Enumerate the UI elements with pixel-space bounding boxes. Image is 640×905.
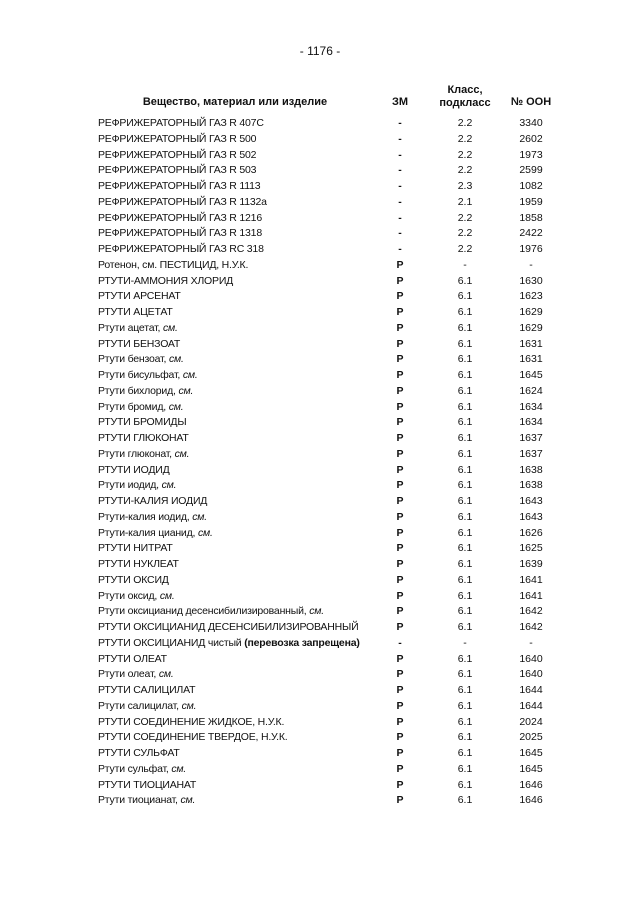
un-number-cell: 1641 bbox=[519, 589, 543, 602]
un-number-cell: 1642 bbox=[519, 621, 543, 633]
substance-name bbox=[98, 762, 388, 778]
class-cell: 6.1 bbox=[457, 463, 473, 476]
zm-cell: P bbox=[396, 384, 404, 397]
zm-cell: P bbox=[396, 605, 404, 618]
class-cell: 2.2 bbox=[457, 164, 473, 177]
substance-name-text: Ртути бромид, bbox=[98, 400, 169, 413]
zm-cell: P bbox=[396, 731, 404, 744]
substance-name bbox=[98, 793, 388, 809]
un-number-cell: 2422 bbox=[519, 227, 543, 240]
header-class-line2: подкласс bbox=[439, 97, 491, 109]
substance-name-text: Ртути бензоат, bbox=[98, 353, 169, 366]
class-cell: 2.1 bbox=[457, 195, 473, 208]
table-row bbox=[0, 730, 640, 746]
un-number-cell: 1637 bbox=[519, 447, 543, 460]
table-row bbox=[0, 510, 640, 526]
un-number-cell: 3340 bbox=[519, 117, 543, 129]
class-cell: 2.2 bbox=[457, 148, 473, 161]
class-cell: 6.1 bbox=[457, 526, 473, 539]
substance-name bbox=[98, 211, 388, 227]
substance-name-note: см. bbox=[171, 762, 187, 775]
substance-name bbox=[98, 415, 388, 431]
substance-name-text: РТУТИ ОКСИЦИАНИД чистый bbox=[98, 636, 245, 649]
class-cell: 6.1 bbox=[457, 778, 473, 791]
substance-name-note: см. bbox=[168, 400, 184, 413]
class-cell: 6.1 bbox=[457, 699, 473, 712]
zm-cell: P bbox=[396, 558, 404, 570]
class-cell: 6.1 bbox=[457, 652, 473, 665]
substance-name bbox=[98, 289, 388, 305]
substance-name-text: РЕФРИЖЕРАТОРНЫЙ ГАЗ R 1318 bbox=[98, 227, 262, 240]
substance-name bbox=[98, 148, 388, 164]
un-number-cell: 1640 bbox=[519, 668, 543, 681]
substance-table bbox=[0, 116, 640, 809]
substance-name-text: Ртути олеат, bbox=[98, 668, 159, 681]
class-cell: 6.1 bbox=[457, 762, 473, 775]
substance-name-text: РТУТИ БЕНЗОАТ bbox=[98, 337, 181, 350]
substance-name-text: РТУТИ БРОМИДЫ bbox=[98, 416, 187, 429]
substance-name-note: см. bbox=[159, 589, 175, 602]
table-row bbox=[0, 557, 640, 573]
substance-name-text: Ротенон, см. ПЕСТИЦИД, Н.У.К. bbox=[98, 258, 249, 271]
table-row bbox=[0, 384, 640, 400]
class-cell: 6.1 bbox=[457, 589, 473, 602]
substance-name-text: Ртути бихлорид, bbox=[98, 384, 179, 397]
class-cell: 2.2 bbox=[457, 211, 473, 224]
substance-name bbox=[98, 683, 388, 699]
class-cell: 6.1 bbox=[457, 353, 473, 366]
substance-name-text: Ртути оксицианид десенсибилизированный, bbox=[98, 605, 310, 618]
substance-name bbox=[98, 478, 388, 494]
un-number-cell: 1645 bbox=[519, 762, 543, 775]
substance-name bbox=[98, 116, 388, 132]
substance-name-text: РТУТИ ОКСИЦИАНИД ДЕСЕНСИБИЛИЗИРОВАННЫЙ bbox=[98, 621, 359, 633]
zm-cell: - bbox=[398, 117, 402, 129]
substance-name-note: см. bbox=[182, 369, 198, 381]
substance-name bbox=[98, 589, 388, 605]
substance-name-text: Ртути бисульфат, bbox=[98, 369, 183, 381]
un-number-cell: 1640 bbox=[519, 652, 543, 665]
class-cell: 6.1 bbox=[457, 337, 473, 350]
class-cell: 2.2 bbox=[457, 132, 473, 145]
substance-name bbox=[98, 699, 388, 715]
substance-name-text: РТУТИ ГЛЮКОНАТ bbox=[98, 432, 189, 444]
substance-name bbox=[98, 447, 388, 463]
table-row bbox=[0, 667, 640, 683]
un-number-cell: 1629 bbox=[519, 321, 543, 334]
substance-name-text: Ртути сульфат, bbox=[98, 762, 172, 775]
class-cell: 6.1 bbox=[457, 731, 473, 744]
header-zm: ЗМ bbox=[391, 96, 409, 108]
substance-name-text: РТУТИ СОЕДИНЕНИЕ ЖИДКОЕ, Н.У.К. bbox=[98, 715, 285, 728]
un-number-cell: 1973 bbox=[519, 148, 543, 161]
table-row bbox=[0, 132, 640, 148]
class-cell: - bbox=[463, 636, 467, 649]
un-number-cell: 1976 bbox=[519, 243, 543, 255]
substance-name-text: РЕФРИЖЕРАТОРНЫЙ ГАЗ R 503 bbox=[98, 164, 257, 177]
class-cell: 2.2 bbox=[457, 243, 473, 255]
table-row bbox=[0, 337, 640, 353]
un-number-cell: 1858 bbox=[519, 211, 543, 224]
substance-name-text: РЕФРИЖЕРАТОРНЫЙ ГАЗ R 1113 bbox=[98, 180, 261, 192]
zm-cell: - bbox=[398, 132, 402, 145]
un-number-cell: 1959 bbox=[519, 195, 543, 208]
substance-name-text: РЕФРИЖЕРАТОРНЫЙ ГАЗ R 407C bbox=[98, 117, 264, 129]
class-cell: 6.1 bbox=[457, 369, 473, 381]
substance-name bbox=[98, 541, 388, 557]
zm-cell: P bbox=[396, 258, 404, 271]
table-row bbox=[0, 163, 640, 179]
substance-name bbox=[98, 400, 388, 416]
substance-name bbox=[98, 730, 388, 746]
table-row bbox=[0, 573, 640, 589]
un-number-cell: 1629 bbox=[519, 306, 543, 318]
zm-cell: P bbox=[396, 778, 404, 791]
class-cell: 6.1 bbox=[457, 495, 473, 507]
table-row bbox=[0, 258, 640, 274]
class-cell: 6.1 bbox=[457, 432, 473, 444]
table-row bbox=[0, 148, 640, 164]
un-number-cell: - bbox=[529, 258, 533, 271]
zm-cell: P bbox=[396, 416, 404, 429]
substance-name-text: РТУТИ ТИОЦИАНАТ bbox=[98, 778, 197, 791]
class-cell: 6.1 bbox=[457, 290, 473, 303]
table-row bbox=[0, 415, 640, 431]
substance-name bbox=[98, 463, 388, 479]
class-cell: 6.1 bbox=[457, 747, 473, 759]
un-number-cell: 1639 bbox=[519, 558, 543, 570]
un-number-cell: 1630 bbox=[519, 274, 543, 287]
substance-name-text: Ртути-калия цианид, bbox=[98, 526, 198, 539]
substance-name-text: Ртути глюконат, bbox=[98, 447, 175, 460]
page-number: - 1176 - bbox=[299, 44, 341, 58]
substance-name bbox=[98, 667, 388, 683]
table-row bbox=[0, 652, 640, 668]
substance-name-text: РТУТИ ОКСИД bbox=[98, 573, 169, 586]
un-number-cell: 1631 bbox=[519, 353, 543, 366]
un-number-cell: 1623 bbox=[519, 290, 543, 303]
substance-name bbox=[98, 321, 388, 337]
zm-cell: P bbox=[396, 668, 404, 681]
substance-name-text: Ртути салицилат, bbox=[98, 699, 182, 712]
un-number-cell: 1641 bbox=[519, 573, 543, 586]
substance-name-text: РТУТИ НУКЛЕАТ bbox=[98, 558, 179, 570]
substance-name bbox=[98, 778, 388, 794]
zm-cell: P bbox=[396, 684, 404, 696]
un-number-cell: 1643 bbox=[519, 495, 543, 507]
class-cell: - bbox=[463, 258, 467, 271]
un-number-cell: - bbox=[529, 636, 533, 649]
un-number-cell: 1634 bbox=[519, 400, 543, 413]
substance-name bbox=[98, 337, 388, 353]
substance-name bbox=[98, 604, 388, 620]
substance-name-note: см. bbox=[168, 353, 184, 366]
substance-name bbox=[98, 305, 388, 321]
substance-name bbox=[98, 195, 388, 211]
un-number-cell: 1644 bbox=[519, 699, 543, 712]
un-number-cell: 1638 bbox=[519, 479, 543, 492]
class-cell: 6.1 bbox=[457, 573, 473, 586]
substance-name bbox=[98, 431, 388, 447]
zm-cell: P bbox=[396, 353, 404, 366]
zm-cell: P bbox=[396, 479, 404, 492]
class-cell: 6.1 bbox=[457, 794, 473, 807]
substance-name-text: РЕФРИЖЕРАТОРНЫЙ ГАЗ R 1132a bbox=[98, 195, 267, 208]
table-row bbox=[0, 400, 640, 416]
substance-name bbox=[98, 163, 388, 179]
table-row bbox=[0, 620, 640, 636]
un-number-cell: 1637 bbox=[519, 432, 543, 444]
zm-cell: P bbox=[396, 290, 404, 303]
table-row bbox=[0, 793, 640, 809]
class-cell: 6.1 bbox=[457, 605, 473, 618]
substance-name bbox=[98, 179, 388, 195]
un-number-cell: 1631 bbox=[519, 337, 543, 350]
substance-name-note: см. bbox=[161, 479, 177, 492]
zm-cell: P bbox=[396, 526, 404, 539]
substance-name-text: Ртути оксид, bbox=[98, 589, 160, 602]
substance-name-text: РЕФРИЖЕРАТОРНЫЙ ГАЗ RC 318 bbox=[98, 243, 264, 255]
substance-name bbox=[98, 636, 388, 652]
un-number-cell: 1638 bbox=[519, 463, 543, 476]
class-cell: 2.2 bbox=[457, 117, 473, 129]
substance-name-text: РЕФРИЖЕРАТОРНЫЙ ГАЗ R 502 bbox=[98, 148, 257, 161]
class-cell: 6.1 bbox=[457, 400, 473, 413]
un-number-cell: 1625 bbox=[519, 542, 543, 555]
table-row bbox=[0, 762, 640, 778]
substance-name bbox=[98, 526, 388, 542]
un-number-cell: 2602 bbox=[519, 132, 543, 145]
substance-name-note: см. bbox=[180, 794, 196, 807]
substance-name bbox=[98, 510, 388, 526]
un-number-cell: 1645 bbox=[519, 747, 543, 759]
substance-name-note: см. bbox=[181, 699, 197, 712]
substance-name-note: см. bbox=[174, 447, 190, 460]
zm-cell: P bbox=[396, 762, 404, 775]
table-row bbox=[0, 589, 640, 605]
table-row bbox=[0, 321, 640, 337]
zm-cell: P bbox=[396, 621, 404, 633]
class-cell: 6.1 bbox=[457, 274, 473, 287]
table-row bbox=[0, 447, 640, 463]
un-number-cell: 1646 bbox=[519, 794, 543, 807]
zm-cell: P bbox=[396, 495, 404, 507]
zm-cell: - bbox=[398, 180, 402, 192]
zm-cell: P bbox=[396, 715, 404, 728]
table-row bbox=[0, 463, 640, 479]
substance-name bbox=[98, 132, 388, 148]
zm-cell: P bbox=[396, 699, 404, 712]
table-row bbox=[0, 368, 640, 384]
substance-name-note: см. bbox=[197, 526, 213, 539]
substance-name-text: РТУТИ-КАЛИЯ ИОДИД bbox=[98, 495, 208, 507]
class-cell: 6.1 bbox=[457, 510, 473, 523]
substance-name bbox=[98, 226, 388, 242]
class-cell: 6.1 bbox=[457, 558, 473, 570]
table-row bbox=[0, 431, 640, 447]
class-cell: 2.3 bbox=[457, 180, 473, 192]
substance-name-text: Ртути ацетат, bbox=[98, 321, 163, 334]
un-number-cell: 1645 bbox=[519, 369, 543, 381]
substance-name bbox=[98, 368, 388, 384]
zm-cell: P bbox=[396, 794, 404, 807]
zm-cell: P bbox=[396, 652, 404, 665]
substance-name-text: РТУТИ ОЛЕАТ bbox=[98, 652, 167, 665]
table-row bbox=[0, 226, 640, 242]
header-un-number: № ООН bbox=[510, 96, 552, 108]
substance-name bbox=[98, 573, 388, 589]
un-number-cell: 1082 bbox=[519, 180, 543, 192]
class-cell: 6.1 bbox=[457, 416, 473, 429]
class-cell: 2.2 bbox=[457, 227, 473, 240]
un-number-cell: 1626 bbox=[519, 526, 543, 539]
zm-cell: P bbox=[396, 589, 404, 602]
zm-cell: - bbox=[398, 636, 402, 649]
un-number-cell: 1644 bbox=[519, 684, 543, 696]
un-number-cell: 1634 bbox=[519, 416, 543, 429]
zm-cell: P bbox=[396, 542, 404, 555]
substance-name-text: РТУТИ СУЛЬФАТ bbox=[98, 747, 180, 759]
table-row bbox=[0, 494, 640, 510]
substance-name bbox=[98, 715, 388, 731]
header-substance: Вещество, материал или изделие bbox=[142, 96, 328, 108]
class-cell: 6.1 bbox=[457, 621, 473, 633]
un-number-cell: 2024 bbox=[519, 715, 543, 728]
substance-name-text: РЕФРИЖЕРАТОРНЫЙ ГАЗ R 1216 bbox=[98, 211, 262, 224]
substance-name-note: см. bbox=[192, 510, 208, 523]
table-row bbox=[0, 179, 640, 195]
substance-name bbox=[98, 242, 388, 258]
table-row bbox=[0, 699, 640, 715]
table-row bbox=[0, 289, 640, 305]
substance-name-text: РТУТИ СОЕДИНЕНИЕ ТВЕРДОЕ, Н.У.К. bbox=[98, 731, 288, 744]
zm-cell: P bbox=[396, 400, 404, 413]
table-row bbox=[0, 352, 640, 368]
table-row bbox=[0, 746, 640, 762]
zm-cell: P bbox=[396, 510, 404, 523]
substance-name bbox=[98, 557, 388, 573]
substance-name bbox=[98, 274, 388, 290]
zm-cell: - bbox=[398, 164, 402, 177]
substance-name-text: Ртути тиоцианат, bbox=[98, 794, 181, 807]
substance-name-note: см. bbox=[309, 605, 324, 618]
substance-name bbox=[98, 746, 388, 762]
un-number-cell: 1624 bbox=[519, 384, 543, 397]
table-row bbox=[0, 604, 640, 620]
zm-cell: P bbox=[396, 337, 404, 350]
class-cell: 6.1 bbox=[457, 668, 473, 681]
zm-cell: - bbox=[398, 243, 402, 255]
table-row bbox=[0, 305, 640, 321]
zm-cell: P bbox=[396, 274, 404, 287]
zm-cell: - bbox=[398, 227, 402, 240]
class-cell: 6.1 bbox=[457, 542, 473, 555]
table-row bbox=[0, 715, 640, 731]
un-number-cell: 2025 bbox=[519, 731, 543, 744]
table-row bbox=[0, 211, 640, 227]
substance-name bbox=[98, 620, 388, 636]
substance-name-text: Ртути иодид, bbox=[98, 479, 162, 492]
substance-name-text: РТУТИ АЦЕТАТ bbox=[98, 306, 173, 318]
substance-name-text: РТУТИ АРСЕНАТ bbox=[98, 290, 181, 303]
header-class-line1: Класс, bbox=[447, 84, 483, 96]
zm-cell: P bbox=[396, 321, 404, 334]
substance-name-note: см. bbox=[178, 384, 194, 397]
zm-cell: P bbox=[396, 747, 404, 759]
zm-cell: P bbox=[396, 573, 404, 586]
substance-name-text: РТУТИ НИТРАТ bbox=[98, 542, 173, 555]
table-row bbox=[0, 274, 640, 290]
substance-name-text: Ртути-калия иодид, bbox=[98, 510, 193, 523]
class-cell: 6.1 bbox=[457, 306, 473, 318]
table-row bbox=[0, 526, 640, 542]
zm-cell: - bbox=[398, 211, 402, 224]
table-row bbox=[0, 778, 640, 794]
table-row bbox=[0, 541, 640, 557]
header-class bbox=[430, 84, 500, 110]
un-number-cell: 2599 bbox=[519, 164, 543, 177]
zm-cell: P bbox=[396, 369, 404, 381]
substance-name bbox=[98, 384, 388, 400]
un-number-cell: 1646 bbox=[519, 778, 543, 791]
zm-cell: P bbox=[396, 447, 404, 460]
table-row bbox=[0, 242, 640, 258]
substance-name-text: РТУТИ-АММОНИЯ ХЛОРИД bbox=[98, 274, 234, 287]
un-number-cell: 1642 bbox=[519, 605, 543, 618]
substance-name-text: РЕФРИЖЕРАТОРНЫЙ ГАЗ R 500 bbox=[98, 132, 257, 145]
un-number-cell: 1643 bbox=[519, 510, 543, 523]
class-cell: 6.1 bbox=[457, 447, 473, 460]
substance-name-text: РТУТИ САЛИЦИЛАТ bbox=[98, 684, 196, 696]
substance-name-text: РТУТИ ИОДИД bbox=[98, 463, 170, 476]
zm-cell: P bbox=[396, 463, 404, 476]
class-cell: 6.1 bbox=[457, 321, 473, 334]
table-row bbox=[0, 478, 640, 494]
substance-name bbox=[98, 352, 388, 368]
substance-name-note: (перевозка запрещена) bbox=[244, 636, 360, 649]
zm-cell: P bbox=[396, 306, 404, 318]
table-row bbox=[0, 116, 640, 132]
class-cell: 6.1 bbox=[457, 684, 473, 696]
substance-name bbox=[98, 494, 388, 510]
class-cell: 6.1 bbox=[457, 479, 473, 492]
class-cell: 6.1 bbox=[457, 715, 473, 728]
substance-name-note: см. bbox=[162, 321, 178, 334]
substance-name bbox=[98, 258, 388, 274]
table-row bbox=[0, 195, 640, 211]
zm-cell: - bbox=[398, 195, 402, 208]
table-row bbox=[0, 683, 640, 699]
substance-name bbox=[98, 652, 388, 668]
zm-cell: - bbox=[398, 148, 402, 161]
table-row bbox=[0, 636, 640, 652]
class-cell: 6.1 bbox=[457, 384, 473, 397]
substance-name-note: см. bbox=[158, 668, 174, 681]
zm-cell: P bbox=[396, 432, 404, 444]
